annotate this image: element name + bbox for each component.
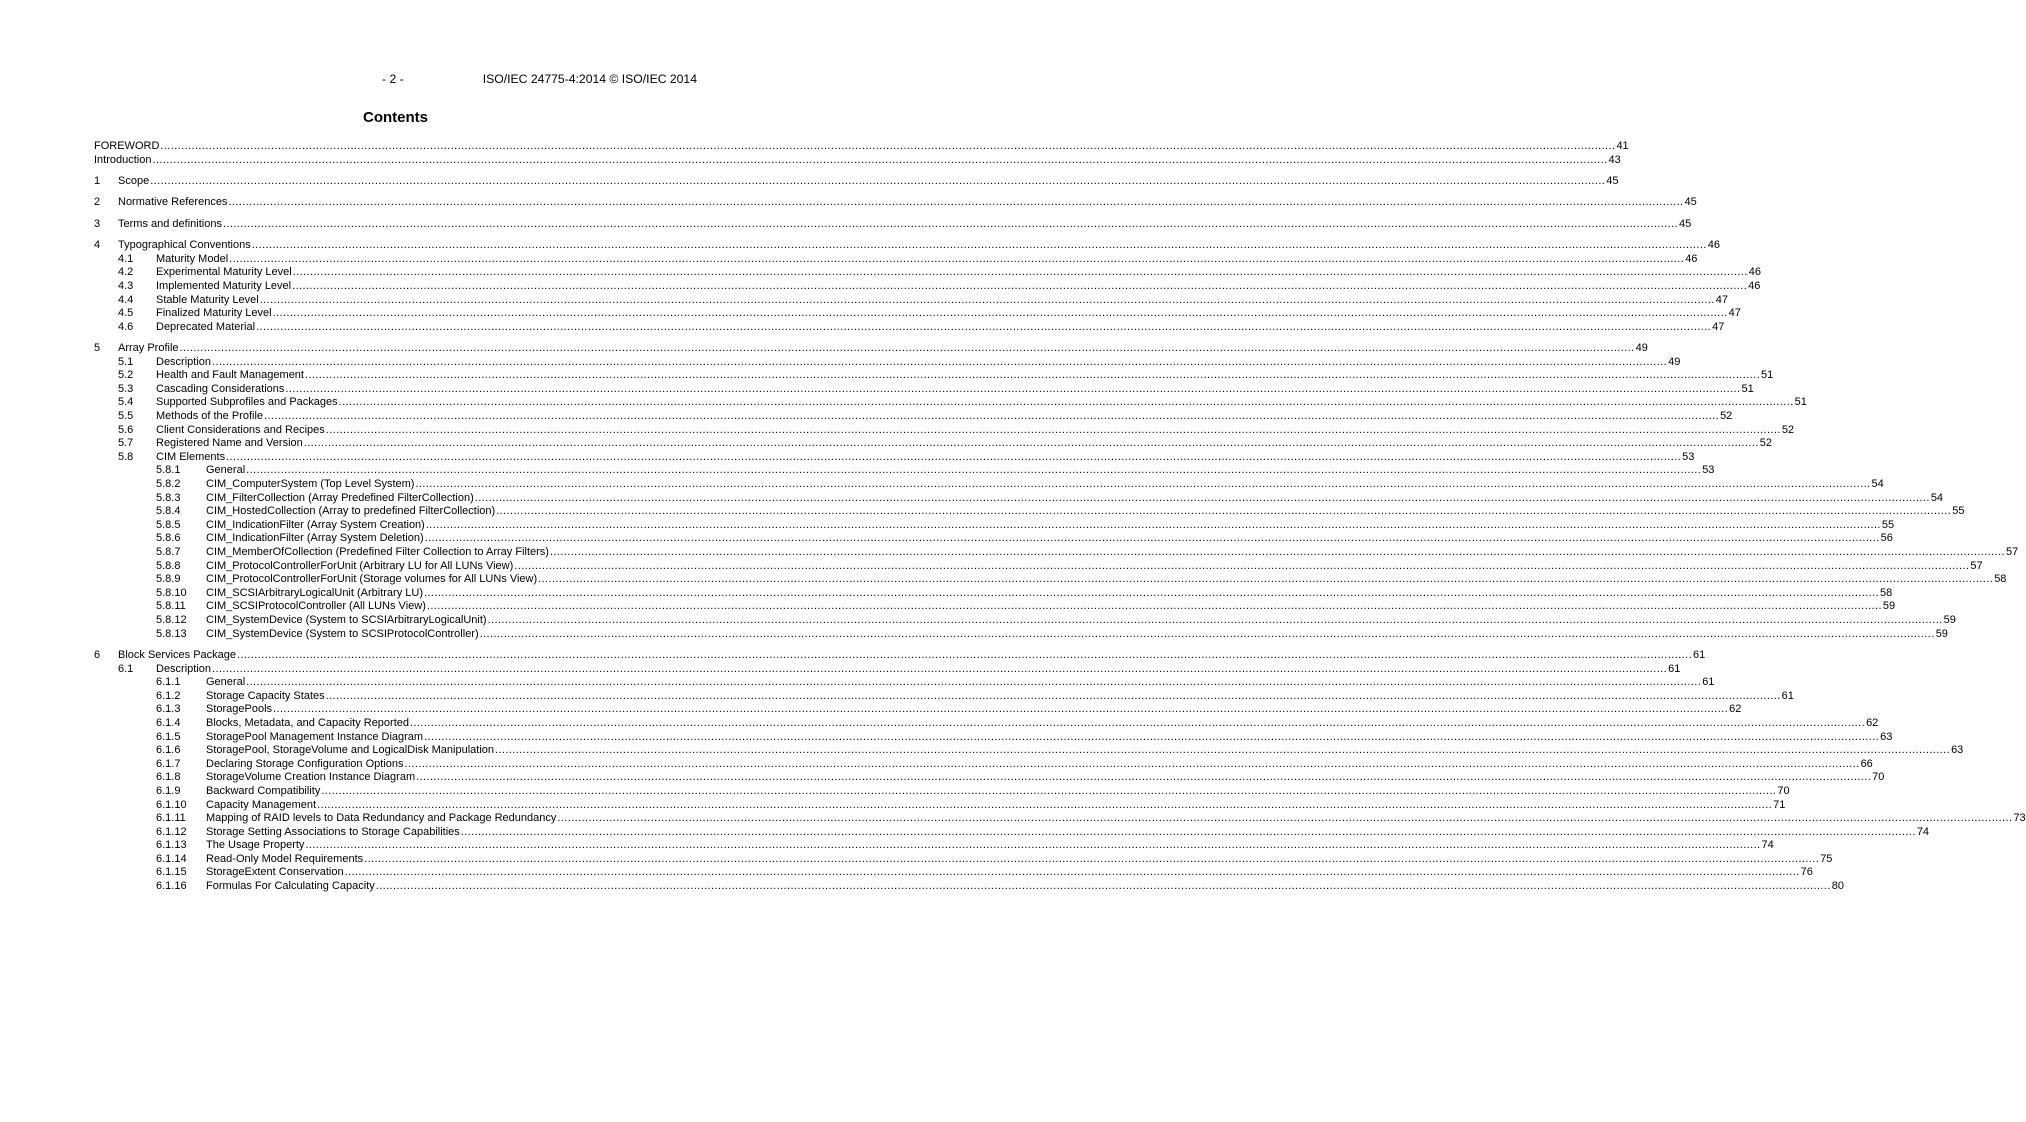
toc-entry-title: Client Considerations and Recipes: [156, 423, 325, 436]
toc-entry-page: 74: [1761, 839, 1774, 852]
toc-dot-leader: [305, 369, 1760, 383]
toc-entry-page: 45: [1606, 174, 1619, 187]
toc-entry-number: 6.1.4: [156, 716, 181, 729]
toc-entry[interactable]: [94, 518, 1895, 533]
toc-entry-title: Capacity Management: [206, 798, 317, 811]
page-header: [94, 72, 697, 88]
toc-entry-number: 5.8.6: [156, 532, 181, 545]
toc-entry[interactable]: [94, 252, 1698, 267]
toc-entry[interactable]: [94, 771, 1885, 785]
toc-dot-leader: [321, 785, 1776, 799]
toc-entry-page: 56: [1880, 532, 1893, 545]
toc-entry-number: 5.5: [118, 410, 134, 423]
toc-entry[interactable]: [94, 613, 1956, 628]
toc-entry-title: General: [206, 676, 246, 689]
toc-entry-page: 51: [1794, 396, 1807, 409]
toc-entry-title: Implemented Maturity Level: [156, 279, 292, 292]
toc-entry-number: 2: [94, 196, 101, 209]
toc-dot-leader: [150, 175, 1605, 189]
toc-entry-title: CIM_FilterCollection (Array Predefined FilterCollection): [206, 491, 474, 504]
toc-dot-leader: [557, 812, 2012, 826]
toc-dot-leader: [152, 154, 1607, 168]
toc-entry-number: 5.7: [118, 437, 134, 450]
toc-entry-number: 6.1.9: [156, 784, 181, 797]
toc-entry-title: CIM_SCSIArbitraryLogicalUnit (Arbitrary LU): [206, 586, 423, 599]
toc-entry-number: 6.1.15: [156, 866, 187, 879]
toc-dot-leader: [212, 356, 1667, 370]
toc-entry[interactable]: [94, 825, 1930, 840]
toc-entry-page: 59: [1943, 613, 1956, 626]
toc-entry-title: CIM Elements: [156, 450, 226, 463]
toc-entry-page: 47: [1712, 320, 1725, 333]
toc-entry-title: CIM_HostedCollection (Array to predefined FilterCollection): [206, 505, 496, 518]
toc-entry[interactable]: [94, 320, 1725, 335]
toc-entry[interactable]: [94, 153, 1621, 168]
toc-entry-number: 5.8.3: [156, 491, 181, 504]
toc-entry[interactable]: [94, 703, 1742, 717]
toc-entry-title: StoragePool Management Instance Diagram: [206, 730, 424, 743]
toc-entry-page: 62: [1866, 716, 1879, 729]
toc-entry-page: 57: [2006, 546, 2019, 559]
toc-entry-title: Terms and definitions: [118, 217, 222, 230]
toc-entry[interactable]: [94, 573, 2007, 587]
toc-entry[interactable]: [94, 505, 1965, 519]
toc-entry[interactable]: [94, 307, 1741, 321]
toc-entry-title: Normative References: [118, 196, 228, 209]
toc-entry[interactable]: [94, 450, 1695, 465]
toc-entry-number: 5.3: [118, 382, 134, 395]
toc-entry-number: 5.8.2: [156, 478, 181, 491]
toc-entry[interactable]: [94, 689, 1794, 704]
toc-entry-title: Introduction: [94, 153, 152, 166]
toc-entry-page: 53: [1682, 450, 1695, 463]
toc-entry-page: 73: [2013, 812, 2026, 825]
toc-entry-title: Registered Name and Version: [156, 437, 303, 450]
toc-entry-page: 61: [1781, 689, 1794, 702]
toc-entry-page: 47: [1728, 307, 1741, 320]
toc-entry-title: CIM_SystemDevice (System to SCSIProtocolController): [206, 627, 479, 640]
toc-entry[interactable]: [94, 217, 1692, 232]
toc-entry-title: StorageVolume Creation Instance Diagram: [206, 771, 416, 784]
toc-dot-leader: [305, 839, 1760, 853]
toc-dot-leader: [514, 560, 1969, 574]
toc-entry-number: 5: [94, 342, 101, 355]
toc-entry[interactable]: [94, 744, 1964, 758]
toc-entry-number: 6.1.7: [156, 757, 181, 770]
toc-dot-leader: [212, 663, 1667, 677]
toc-entry-title: Experimental Maturity Level: [156, 266, 292, 279]
toc-dot-leader: [480, 628, 1935, 642]
toc-entry-number: 6.1.8: [156, 771, 181, 784]
toc-entry-page: 43: [1608, 153, 1621, 166]
toc-entry[interactable]: [94, 382, 1754, 397]
toc-entry[interactable]: [94, 798, 1786, 813]
toc-dot-leader: [180, 342, 1635, 356]
toc-entry-number: 6.1.12: [156, 825, 187, 838]
document-identifier: ISO/IEC 24775-4:2014 © ISO/IEC 2014: [482, 72, 697, 86]
toc-entry-title: StoragePools: [206, 703, 273, 716]
toc-dot-leader: [252, 239, 1707, 253]
toc-entry-number: 4.5: [118, 307, 134, 320]
toc-dot-leader: [496, 505, 1951, 519]
toc-entry[interactable]: [94, 662, 1681, 677]
toc-dot-leader: [426, 519, 1881, 533]
toc-entry[interactable]: [94, 586, 1893, 601]
toc-entry[interactable]: [94, 140, 1629, 154]
toc-dot-leader: [292, 280, 1747, 294]
toc-entry-page: 74: [1916, 825, 1930, 838]
toc-entry-number: 6.1.5: [156, 730, 181, 743]
toc-entry-title: Block Services Package: [118, 648, 236, 661]
toc-dot-leader: [317, 799, 1772, 813]
toc-entry-title: Read-Only Model Requirements: [206, 852, 364, 865]
toc-entry-page: 70: [1872, 771, 1885, 784]
toc-entry[interactable]: [94, 627, 1948, 642]
toc-entry-page: 70: [1777, 784, 1790, 797]
toc-entry-page: 55: [1881, 518, 1895, 531]
toc-entry-number: 5.8.7: [156, 546, 181, 559]
toc-dot-leader: [475, 492, 1930, 506]
toc-entry-page: 45: [1684, 196, 1697, 209]
toc-dot-leader: [339, 396, 1794, 410]
toc-entry-title: FOREWORD: [94, 140, 160, 152]
toc-entry-title: Supported Subprofiles and Packages: [156, 396, 338, 409]
toc-entry-page: 62: [1729, 703, 1742, 716]
toc-entry-number: 5.6: [118, 423, 134, 436]
toc-dot-leader: [237, 649, 1692, 663]
toc-entry[interactable]: [94, 866, 1813, 880]
toc-entry-number: 5.8.1: [156, 464, 181, 477]
toc-entry-number: 4.1: [118, 252, 134, 265]
toc-dot-leader: [304, 437, 1759, 451]
toc-dot-leader: [495, 744, 1950, 758]
toc-entry-page: 46: [1707, 239, 1720, 252]
toc-entry-number: 5.8.9: [156, 573, 181, 586]
toc-entry[interactable]: [94, 279, 1761, 294]
toc-dot-leader: [416, 771, 1871, 785]
toc-entry-title: Deprecated Material: [156, 320, 256, 333]
toc-entry-number: 5.1: [118, 355, 134, 368]
toc-entry-number: 1: [94, 174, 101, 187]
toc-dot-leader: [273, 703, 1728, 717]
toc-entry[interactable]: [94, 423, 1795, 438]
toc-entry-title: CIM_IndicationFilter (Array System Creation): [206, 518, 425, 531]
toc-entry-title: Stable Maturity Level: [156, 293, 259, 306]
toc-entry[interactable]: [94, 396, 1807, 410]
toc-entry-page: 46: [1685, 252, 1698, 265]
toc-entry-page: 61: [1668, 662, 1681, 675]
toc-entry-page: 49: [1635, 342, 1648, 355]
toc-dot-leader: [461, 826, 1916, 840]
toc-entry-page: 53: [1702, 464, 1715, 477]
toc-entry-number: 5.8.4: [156, 505, 181, 518]
toc-entry-page: 41: [1616, 140, 1629, 152]
toc-entry-title: Scope: [118, 174, 150, 187]
page-number: - 2 -: [382, 72, 404, 86]
toc-entry-number: 4: [94, 239, 101, 252]
toc-entry[interactable]: [94, 852, 1833, 867]
toc-dot-leader: [427, 600, 1882, 614]
toc-dot-leader: [410, 717, 1865, 731]
toc-entry-number: 4.2: [118, 266, 134, 279]
toc-entry-page: 52: [1759, 437, 1773, 450]
toc-dot-leader: [345, 866, 1800, 880]
toc-entry-number: 4.3: [118, 279, 134, 292]
toc-entry[interactable]: [94, 784, 1790, 799]
toc-entry-number: 4.6: [118, 320, 134, 333]
toc-entry-title: Storage Capacity States: [206, 689, 325, 702]
toc-entry-page: 61: [1693, 648, 1706, 661]
toc-entry-page: 63: [1880, 730, 1893, 743]
toc-dot-leader: [228, 196, 1683, 210]
toc-entry[interactable]: [94, 174, 1619, 189]
toc-dot-leader: [550, 546, 2005, 560]
toc-entry-number: 6.1.10: [156, 798, 187, 811]
toc-entry-number: 5.8: [118, 450, 134, 463]
toc-entry-title: CIM_ProtocolControllerForUnit (Arbitrary LU for All LUNs View): [206, 559, 514, 572]
toc-dot-leader: [256, 321, 1711, 335]
toc-entry-title: Declaring Storage Configuration Options: [206, 757, 404, 770]
toc-entry-title: CIM_MemberOfCollection (Predefined Filter Collection to Array Filters): [206, 546, 549, 559]
toc-dot-leader: [424, 587, 1879, 601]
toc-dot-leader: [226, 451, 1681, 465]
toc-entry-title: Typographical Conventions: [118, 239, 251, 252]
toc-entry-number: 6.1.16: [156, 880, 187, 893]
toc-entry-page: 55: [1952, 505, 1965, 518]
toc-entry-number: 5.8.5: [156, 518, 181, 531]
toc-entry[interactable]: [94, 410, 1733, 424]
toc-entry-number: 5.8.11: [156, 600, 186, 613]
toc-dot-leader: [326, 690, 1781, 704]
toc-dot-leader: [260, 294, 1715, 308]
toc-entry-title: Methods of the Profile: [156, 410, 264, 423]
toc-entry-page: 54: [1930, 491, 1944, 504]
toc-entry[interactable]: [94, 437, 1773, 451]
toc-entry[interactable]: [94, 559, 1983, 574]
toc-entry-page: 57: [1970, 559, 1983, 572]
page-title: Contents: [363, 109, 428, 126]
toc-entry-title: Formulas For Calculating Capacity: [206, 880, 375, 893]
toc-entry-page: 51: [1761, 369, 1774, 382]
toc-entry[interactable]: [94, 839, 1774, 853]
toc-entry-page: 66: [1860, 757, 1873, 770]
toc-entry-number: 6.1.6: [156, 744, 181, 757]
toc-entry-page: 75: [1820, 852, 1833, 865]
toc-entry[interactable]: [94, 196, 1697, 210]
toc-entry-title: Storage Setting Associations to Storage Capabilities: [206, 825, 460, 838]
toc-entry-number: 5.2: [118, 369, 134, 382]
toc-dot-leader: [246, 676, 1701, 690]
toc-dot-leader: [538, 573, 1993, 587]
toc-entry[interactable]: [94, 491, 1944, 506]
toc-entry-page: 46: [1748, 266, 1762, 279]
toc-entry-page: 59: [1935, 627, 1948, 640]
toc-entry[interactable]: [94, 880, 1845, 894]
toc-dot-leader: [364, 853, 1819, 867]
toc-entry-title: CIM_SystemDevice (System to SCSIArbitraryLogicalUnit): [206, 613, 487, 626]
toc-dot-leader: [229, 253, 1684, 267]
toc-entry[interactable]: [94, 342, 1648, 356]
toc-entry[interactable]: [94, 676, 1715, 690]
toc-entry[interactable]: [94, 600, 1896, 614]
toc-entry-title: CIM_ProtocolControllerForUnit (Storage volumes for All LUNs View): [206, 573, 538, 586]
toc-entry-page: 45: [1679, 217, 1692, 230]
toc-dot-leader: [246, 464, 1701, 478]
toc-dot-leader: [326, 424, 1781, 438]
toc-entry-number: 6.1.1: [156, 676, 181, 689]
toc-entry-page: 59: [1882, 600, 1896, 613]
toc-entry-number: 6: [94, 648, 101, 661]
toc-dot-leader: [285, 383, 1740, 397]
toc-entry-title: CIM_SCSIProtocolController (All LUNs View): [206, 600, 426, 613]
toc-entry-title: Mapping of RAID levels to Data Redundancy and Package Redundancy: [206, 812, 557, 825]
toc-entry[interactable]: [94, 239, 1720, 253]
toc-entry-number: 6.1: [118, 662, 134, 675]
toc-entry-page: 63: [1951, 744, 1964, 757]
toc-entry[interactable]: [94, 716, 1879, 731]
toc-entry-number: 6.1.14: [156, 852, 187, 865]
toc-entry-page: 51: [1741, 382, 1754, 395]
toc-entry-page: 80: [1831, 880, 1845, 893]
toc-entry-number: 5.8.12: [156, 613, 187, 626]
toc-entry-title: Health and Fault Management: [156, 369, 304, 382]
toc-entry[interactable]: [94, 266, 1762, 280]
toc-entry-page: 46: [1748, 279, 1761, 292]
toc-entry-title: Finalized Maturity Level: [156, 307, 272, 320]
toc-entry-page: 76: [1800, 866, 1813, 879]
toc-dot-leader: [405, 758, 1860, 772]
toc-entry-page: 71: [1773, 798, 1786, 811]
toc-entry-title: StorageExtent Conservation: [206, 866, 344, 879]
toc-entry-title: Maturity Model: [156, 252, 229, 265]
toc-entry-title: Description: [156, 355, 212, 368]
toc-entry-title: CIM_ComputerSystem (Top Level System): [206, 478, 415, 491]
toc-entry[interactable]: [94, 355, 1681, 370]
toc-dot-leader: [293, 266, 1748, 280]
toc-entry-number: 3: [94, 217, 101, 230]
toc-entry[interactable]: [94, 293, 1729, 308]
toc-entry[interactable]: [94, 464, 1715, 478]
toc-dot-leader: [425, 532, 1880, 546]
toc-entry[interactable]: [94, 369, 1774, 383]
toc-dot-leader: [415, 478, 1870, 492]
toc-entry-number: 6.1.3: [156, 703, 181, 716]
toc-dot-leader: [264, 410, 1719, 424]
toc-dot-leader: [488, 614, 1943, 628]
toc-entry-page: 58: [1880, 586, 1893, 599]
toc-entry-number: 5.8.13: [156, 627, 187, 640]
toc-entry-number: 6.1.13: [156, 839, 187, 852]
toc-entry-title: The Usage Property: [206, 839, 305, 852]
toc-entry[interactable]: [94, 812, 2026, 826]
toc-entry-number: 5.8.10: [156, 586, 187, 599]
toc-entry-page: 49: [1668, 355, 1681, 368]
toc-entry-number: 6.1.2: [156, 689, 181, 702]
toc-entry-title: Blocks, Metadata, and Capacity Reported: [206, 716, 410, 729]
toc-entry-number: 4.4: [118, 293, 134, 306]
toc-dot-leader: [223, 218, 1678, 232]
toc-entry[interactable]: [94, 546, 2019, 560]
toc-entry-number: 5.4: [118, 396, 134, 409]
toc-dot-leader: [160, 140, 1615, 154]
toc-entry-page: 58: [1994, 573, 2007, 586]
toc-entry-page: 52: [1781, 423, 1795, 436]
table-of-contents: [94, 140, 2026, 894]
toc-entry-page: 54: [1871, 478, 1884, 491]
toc-entry[interactable]: [94, 478, 1884, 492]
toc-entry-title: Description: [156, 662, 212, 675]
toc-entry-page: 61: [1702, 676, 1715, 689]
toc-entry-title: Cascading Considerations: [156, 382, 285, 395]
toc-entry-title: General: [206, 464, 246, 477]
toc-entry-number: 5.8.8: [156, 559, 181, 572]
toc-entry-page: 52: [1720, 410, 1733, 423]
toc-entry-page: 47: [1715, 293, 1729, 306]
toc-dot-leader: [273, 307, 1728, 321]
toc-dot-leader: [376, 880, 1831, 894]
toc-entry-title: Array Profile: [118, 342, 179, 355]
toc-entry[interactable]: [94, 730, 1893, 745]
toc-dot-leader: [424, 731, 1879, 745]
toc-entry-title: Backward Compatibility: [206, 784, 321, 797]
toc-entry-title: CIM_IndicationFilter (Array System Deletion): [206, 532, 424, 545]
toc-entry-number: 6.1.11: [156, 812, 186, 825]
toc-entry[interactable]: [94, 648, 1706, 663]
toc-entry-title: StoragePool, StorageVolume and LogicalDisk Manipulation: [206, 744, 495, 757]
toc-entry[interactable]: [94, 532, 1893, 546]
toc-entry[interactable]: [94, 757, 1873, 772]
